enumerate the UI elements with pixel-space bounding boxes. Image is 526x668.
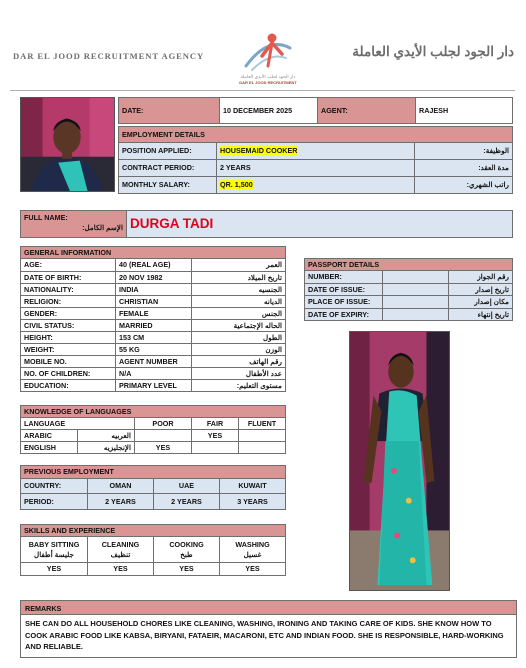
skill-washing-label: WASHING xyxy=(235,539,270,549)
general-info-row xyxy=(21,344,286,356)
full-name-label: FULL NAME: xyxy=(24,213,68,222)
employment-details-table xyxy=(118,126,513,194)
general-info-ar: الطول xyxy=(192,332,286,344)
passport-row xyxy=(305,271,513,284)
previous-period-1: 2 YEARS xyxy=(88,494,154,510)
language-arabic-fair: YES xyxy=(192,430,239,442)
skill-babysitting-label-ar: جليسة أطفال xyxy=(33,550,75,559)
general-info-ar: الديانه xyxy=(192,296,286,308)
passport-value xyxy=(383,296,449,309)
languages-table xyxy=(20,405,286,454)
general-info-ar: الجنس xyxy=(192,308,286,320)
skills-table xyxy=(20,524,286,576)
header-divider xyxy=(10,90,515,91)
general-info-row xyxy=(21,380,286,392)
position-label: POSITION APPLIED: xyxy=(119,143,217,160)
general-info-ar: الجنسيه xyxy=(192,284,286,296)
general-info-label: GENDER: xyxy=(21,308,116,320)
general-info-row xyxy=(21,332,286,344)
general-info-value: FEMALE xyxy=(116,308,192,320)
previous-country-2: UAE xyxy=(154,479,220,494)
general-info-row xyxy=(21,296,286,308)
general-info-value: N/A xyxy=(116,368,192,380)
full-name-table xyxy=(20,210,513,238)
general-info-ar: الوزن xyxy=(192,344,286,356)
remarks-title: REMARKS xyxy=(21,601,516,615)
passport-details-table xyxy=(304,258,513,321)
previous-period-2: 2 YEARS xyxy=(154,494,220,510)
remarks-section xyxy=(20,600,517,658)
language-english-ar: الإنجليزيه xyxy=(78,442,135,454)
logo-caption-en: DAR EL JOOD RECRUITMENT xyxy=(239,80,297,85)
previous-employment-table xyxy=(20,465,286,510)
contract-value: 2 YEARS xyxy=(217,160,415,177)
general-info-value: INDIA xyxy=(116,284,192,296)
previous-country-label: COUNTRY: xyxy=(21,479,88,494)
passport-label: NUMBER: xyxy=(305,271,383,284)
passport-ar: تاريخ إصدار xyxy=(449,283,513,296)
general-info-row xyxy=(21,368,286,380)
employment-details-title: EMPLOYMENT DETAILS xyxy=(119,127,513,143)
passport-label: PLACE OF ISSUE: xyxy=(305,296,383,309)
general-info-ar: العمر xyxy=(192,259,286,272)
contract-label-ar: مدة العقد: xyxy=(415,160,513,177)
passport-details-title: PASSPORT DETAILS xyxy=(305,259,513,271)
salary-label-ar: راتب الشهري: xyxy=(415,177,513,194)
general-info-value: 55 KG xyxy=(116,344,192,356)
general-info-label: CIVIL STATUS: xyxy=(21,320,116,332)
passport-ar: مكان إصدار xyxy=(449,296,513,309)
passport-row xyxy=(305,296,513,309)
language-english-fair xyxy=(192,442,239,454)
language-arabic-ar: العربيه xyxy=(78,430,135,442)
general-info-value: AGENT NUMBER xyxy=(116,356,192,368)
general-info-label: MOBILE NO. xyxy=(21,356,116,368)
general-info-label: NO. OF CHILDREN: xyxy=(21,368,116,380)
previous-employment-title: PREVIOUS EMPLOYMENT xyxy=(21,466,286,479)
agency-name-en: DAR EL JOOD RECRUITMENT AGENCY xyxy=(13,51,205,61)
agent-label: AGENT: xyxy=(318,98,416,124)
general-info-value: 153 CM xyxy=(116,332,192,344)
general-info-label: WEIGHT: xyxy=(21,344,116,356)
previous-period-3: 3 YEARS xyxy=(220,494,286,510)
general-info-value: 20 NOV 1982 xyxy=(116,272,192,284)
skill-cooking-label-ar: طبخ xyxy=(180,550,193,559)
previous-period-label: PERIOD: xyxy=(21,494,88,510)
languages-header-poor: POOR xyxy=(135,418,192,430)
skill-cooking-label: COOKING xyxy=(169,539,204,549)
skill-babysitting-value: YES xyxy=(21,563,88,576)
skill-cleaning-label-ar: تنظيف xyxy=(110,550,131,559)
date-agent-table xyxy=(118,97,513,124)
salary-value: QR. 1,500 xyxy=(220,180,253,190)
general-info-value: PRIMARY LEVEL xyxy=(116,380,192,392)
skill-cleaning-label: CLEANING xyxy=(101,539,140,549)
remarks-text: SHE CAN DO ALL HOUSEHOLD CHORES LIKE CLEANING, WASHING, IRONING AND TAKING CARE OF KIDS. SHE KNOW HOW TO COOK ARABIC FOOD LIKE KABSA, BIRYANI, FATAEIR, MACARONI, ETC AND INDIAN FOOD. SHE IS RESPONSIBLE, HARD-WORKING AND RELIABLE. xyxy=(25,619,504,651)
general-info-label: HEIGHT: xyxy=(21,332,116,344)
skill-washing-label-ar: غسيل xyxy=(243,550,262,559)
language-english-fluent xyxy=(239,442,286,454)
general-info-label: RELIGION: xyxy=(21,296,116,308)
skill-babysitting-label: BABY SITTING xyxy=(28,539,80,549)
passport-ar: تاريخ إنتهاء xyxy=(449,308,513,321)
general-info-ar: مستوى التعليم: xyxy=(192,380,286,392)
general-info-ar: الحاله الإجتماعية xyxy=(192,320,286,332)
passport-value xyxy=(383,283,449,296)
applicant-photo-fullbody xyxy=(349,331,450,591)
general-info-row xyxy=(21,308,286,320)
skills-title: SKILLS AND EXPERIENCE xyxy=(21,525,286,537)
languages-header-fluent: FLUENT xyxy=(239,418,286,430)
general-info-row xyxy=(21,284,286,296)
general-info-row xyxy=(21,272,286,284)
skill-cleaning-value: YES xyxy=(88,563,154,576)
date-label: DATE: xyxy=(119,98,220,124)
general-info-label: EDUCATION: xyxy=(21,380,116,392)
previous-country-3: KUWAIT xyxy=(220,479,286,494)
previous-country-1: OMAN xyxy=(88,479,154,494)
skill-cooking-value: YES xyxy=(154,563,220,576)
agency-name-ar: دار الجود لجلب الأيدي العاملة xyxy=(352,44,514,59)
general-information-title: GENERAL INFORMATION xyxy=(21,247,286,259)
language-english-poor: YES xyxy=(135,442,192,454)
passport-row xyxy=(305,283,513,296)
passport-label: DATE OF ISSUE: xyxy=(305,283,383,296)
position-label-ar: الوظيفة: xyxy=(415,143,513,160)
general-info-row xyxy=(21,259,286,272)
general-info-ar: تاريخ الميلاد xyxy=(192,272,286,284)
language-arabic-fluent xyxy=(239,430,286,442)
contract-label: CONTRACT PERIOD: xyxy=(119,160,217,177)
general-information-table xyxy=(20,246,286,392)
applicant-photo-portrait xyxy=(20,97,115,192)
passport-label: DATE OF EXPIRY: xyxy=(305,308,383,321)
passport-value xyxy=(383,271,449,284)
languages-title: KNOWLEDGE OF LANGUAGES xyxy=(21,406,286,418)
general-info-value: 40 (REAL AGE) xyxy=(116,259,192,272)
general-info-value: MARRIED xyxy=(116,320,192,332)
position-value: HOUSEMAID COOKER xyxy=(220,146,298,156)
skill-washing-value: YES xyxy=(220,563,286,576)
agent-value: RAJESH xyxy=(416,98,513,124)
passport-row xyxy=(305,308,513,321)
general-info-ar: رقم الهاتف xyxy=(192,356,286,368)
general-info-ar: عدد الأطفال xyxy=(192,368,286,380)
general-info-row xyxy=(21,320,286,332)
salary-label: MONTHLY SALARY: xyxy=(119,177,217,194)
general-info-row xyxy=(21,356,286,368)
general-info-label: AGE: xyxy=(21,259,116,272)
full-name-label-ar: الإسم الكامل: xyxy=(82,223,123,233)
date-value: 10 DECEMBER 2025 xyxy=(220,98,318,124)
languages-header-fair: FAIR xyxy=(192,418,239,430)
language-arabic: ARABIC xyxy=(21,430,78,442)
general-info-value: CHRISTIAN xyxy=(116,296,192,308)
general-info-label: NATIONALITY: xyxy=(21,284,116,296)
general-info-label: DATE OF BIRTH: xyxy=(21,272,116,284)
passport-ar: رقم الجواز xyxy=(449,271,513,284)
applicant-name: DURGA TADI xyxy=(130,216,214,232)
language-english: ENGLISH xyxy=(21,442,78,454)
passport-value xyxy=(383,308,449,321)
languages-header-language: LANGUAGE xyxy=(21,418,135,430)
language-arabic-poor xyxy=(135,430,192,442)
logo-caption-ar: دار الجود لجلب الأيدي العاملة xyxy=(240,74,296,79)
